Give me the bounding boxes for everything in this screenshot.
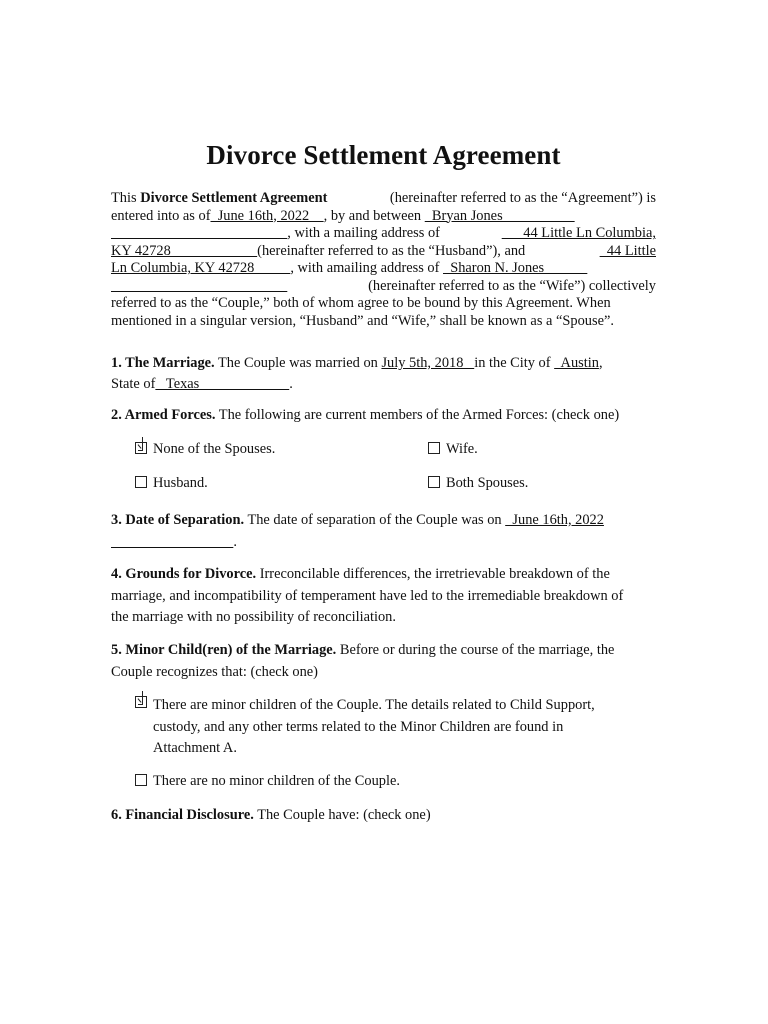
section-text: in the City of xyxy=(474,355,555,371)
section-text: the marriage with no possibility of reconciliation. xyxy=(111,609,396,625)
section-text: , xyxy=(598,355,603,371)
option-line-2 xyxy=(153,717,656,739)
section-4-line-1 xyxy=(111,564,656,586)
section-text: . xyxy=(233,534,237,550)
state-field: Texas xyxy=(155,376,290,392)
checkbox-icon[interactable] xyxy=(428,442,440,454)
section-armed-forces xyxy=(111,407,656,425)
agreement-name: Divorce Settlement Agreement xyxy=(140,190,328,206)
checked-checkbox-icon[interactable] xyxy=(135,442,147,454)
section-text: The following are current members of the Armed Forces: (check one) xyxy=(215,407,620,423)
document-title: Divorce Settlement Agreement xyxy=(206,140,561,170)
intro-line-6 xyxy=(111,278,656,296)
section-heading: 3. Date of Separation. xyxy=(111,512,245,528)
option-label: custody, and any other terms related to the Minor Children are found in xyxy=(153,718,564,735)
section-grounds xyxy=(111,564,656,629)
section-4-line-2 xyxy=(111,586,656,608)
intro-text: (hereinafter referred to as the “Agreement”) is xyxy=(389,190,656,206)
intro-line-2 xyxy=(111,208,656,226)
checkbox-icon[interactable] xyxy=(135,774,147,786)
wife-name-field: Sharon N. Jones xyxy=(443,260,588,276)
section-heading: 2. Armed Forces. xyxy=(111,407,216,423)
section-5-line-2 xyxy=(111,662,656,684)
city-field: Austin xyxy=(554,355,599,371)
checkbox-icon[interactable] xyxy=(428,476,440,488)
intro-text: referred to as the “Couple,” both of whom agree to be bound by this Agreement. When xyxy=(111,295,611,311)
intro-line-8 xyxy=(111,313,656,331)
armed-forces-option-both[interactable] xyxy=(428,475,528,493)
option-line-1 xyxy=(153,695,656,717)
section-3-line-1 xyxy=(111,509,656,531)
option-label: Wife. xyxy=(446,441,478,457)
intro-line-1 xyxy=(111,190,656,208)
section-text: . xyxy=(289,376,293,392)
option-label: Both Spouses. xyxy=(446,475,529,491)
wife-address-field: Ln Columbia, KY 42728 xyxy=(111,260,291,276)
option-label: There are no minor children of the Couple. xyxy=(153,773,400,789)
section-text: Irreconcilable differences, the irretrievable breakdown of the xyxy=(256,566,610,582)
intro-line-4 xyxy=(111,243,656,261)
intro-paragraph xyxy=(111,190,656,330)
intro-line-7 xyxy=(111,295,656,313)
minor-children-option-yes-checkbox[interactable] xyxy=(135,695,153,713)
section-text: The date of separation of the Couple was on xyxy=(244,512,506,528)
option-label: None of the Spouses. xyxy=(153,441,276,457)
intro-line-3 xyxy=(111,225,656,243)
section-2-line xyxy=(111,407,656,425)
option-label: There are minor children of the Couple. The details related to Child Support, xyxy=(153,697,595,713)
option-label: Attachment A. xyxy=(153,740,237,756)
intro-text: This xyxy=(111,190,141,206)
armed-forces-option-none[interactable] xyxy=(135,441,275,459)
intro-text: mentioned in a singular version, “Husband” and “Wife,” shall be known as a “Spouse”. xyxy=(111,312,614,329)
section-text: Couple recognizes that: (check one) xyxy=(111,663,318,680)
checked-checkbox-icon[interactable] xyxy=(135,696,147,708)
section-4-line-3 xyxy=(111,607,656,629)
husband-address-field: KY 42728 xyxy=(111,242,258,259)
section-text: marriage, and incompatibility of temperament have led to the irremediable breakdown of xyxy=(111,587,624,604)
section-separation xyxy=(111,509,656,553)
section-financial-disclosure xyxy=(111,807,656,825)
section-text: The Couple was married on xyxy=(214,355,382,371)
intro-line-5 xyxy=(111,260,656,278)
section-heading: 1. The Marriage. xyxy=(111,355,215,371)
section-1-line-2 xyxy=(111,374,656,395)
section-marriage xyxy=(111,353,656,395)
section-1-line-1 xyxy=(111,353,656,374)
agreement-date-field: June 16th, 2022 xyxy=(210,207,324,224)
minor-children-option-yes xyxy=(153,695,656,760)
section-text: The Couple have: (check one) xyxy=(253,807,431,823)
separation-date-field: June 16th, 2022 xyxy=(505,512,604,528)
armed-forces-option-wife[interactable] xyxy=(428,441,478,459)
intro-text: entered into as of xyxy=(111,207,211,224)
section-heading: 4. Grounds for Divorce. xyxy=(111,566,257,582)
intro-text: (hereinafter referred to as the “Husband”), and xyxy=(257,242,526,259)
marriage-date-field: July 5th, 2018 xyxy=(381,355,475,371)
section-text: State of xyxy=(111,376,156,392)
section-heading: 5. Minor Child(ren) of the Marriage. xyxy=(111,642,337,658)
blank-field xyxy=(111,225,287,241)
section-5-line-1 xyxy=(111,640,656,662)
section-6-line xyxy=(111,807,656,825)
option-line-3 xyxy=(153,738,656,760)
husband-name-field: Bryan Jones xyxy=(424,207,575,224)
section-3-line-2 xyxy=(111,531,656,553)
blank-field xyxy=(111,534,233,550)
section-heading: 6. Financial Disclosure. xyxy=(111,807,254,823)
blank-field xyxy=(111,278,287,296)
checkbox-icon[interactable] xyxy=(135,476,147,488)
minor-children-option-no[interactable] xyxy=(135,773,400,791)
intro-text: , by and between xyxy=(323,207,425,224)
intro-text: , with amailing address of xyxy=(290,260,444,276)
section-text: Before or during the course of the marriage, the xyxy=(336,642,615,658)
intro-text: , with a mailing address of xyxy=(287,225,440,241)
option-label: Husband. xyxy=(153,475,208,491)
section-minor-children xyxy=(111,640,656,683)
intro-text: (hereinafter referred to as the “Wife”) collectively xyxy=(368,277,656,294)
wife-address-field: 44 Little xyxy=(599,242,656,259)
husband-address-field: 44 Little Ln Columbia, xyxy=(501,225,656,241)
armed-forces-option-husband[interactable] xyxy=(135,475,208,493)
